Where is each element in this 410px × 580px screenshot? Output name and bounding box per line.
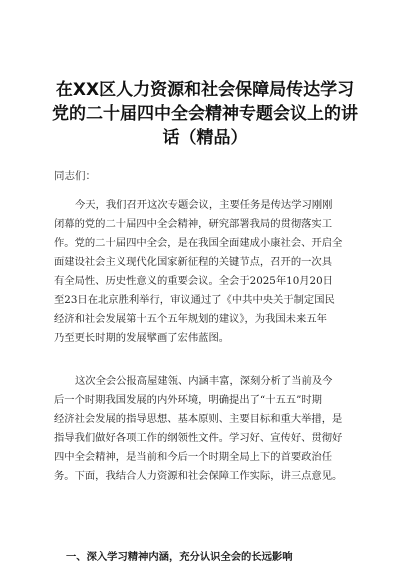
paragraph-communique xyxy=(54,372,360,486)
paragraph-line: 闭幕的党的二十届四中全会精神，研究部署我局的贯彻落实工 xyxy=(54,218,333,230)
title-line: 话（精品） xyxy=(162,128,248,148)
paragraph-line: 经济社会发展的指导思想、基本原则、主要目标和重大举措，是 xyxy=(54,413,343,425)
title-line: 党的二十届四中全会精神专题会议上的讲 xyxy=(52,104,358,124)
paragraph-line: 指导我们做好各项工作的纲领性文件。学习好、宣传好、贯彻好 xyxy=(54,432,343,444)
paragraph-line: 这次全会公报高屋建瓴、内涵丰富，深刻分析了当前及今 xyxy=(75,375,333,387)
paragraph-line: 至23日在北京胜利举行，审议通过了《中共中央关于制定国民 xyxy=(54,294,335,306)
paragraph-line: 有全局性、历史性意义的重要会议。全会于2025年10月20日 xyxy=(54,275,333,287)
title-line: 在XX区人力资源和社会保障局传达学习 xyxy=(55,80,355,100)
paragraph-line: 作。党的二十届四中全会，是在我国全面建成小康社会、开启全 xyxy=(54,237,343,249)
paragraph-line: 乃至更长时期的发展擘画了宏伟蓝图。 xyxy=(54,332,230,344)
section-heading: 一、深入学习精神内涵，充分认识全会的长远影响 xyxy=(66,551,293,563)
paragraph-line: 今天，我们召开这次专题会议，主要任务是传达学习刚刚 xyxy=(75,199,333,211)
salutation: 同志们： xyxy=(54,170,96,182)
paragraph-line: 后一个时期我国发展的内外环境，明确提出了“十五五”时期 xyxy=(54,394,322,406)
paragraph-line: 经济和社会发展第十五个五年规划的建议》，为我国未来五年 xyxy=(54,313,327,325)
document-title xyxy=(40,78,370,150)
paragraph-line: 四中全会精神，是当前和今后一个时期全局上下的首要政治任 xyxy=(54,451,333,463)
paragraph-line: 面建设社会主义现代化国家新征程的关键节点，召开的一次具 xyxy=(54,256,333,268)
paragraph-line: 务。下面，我结合人力资源和社会保障工作实际，讲三点意见。 xyxy=(54,470,343,482)
paragraph-intro xyxy=(54,196,360,348)
